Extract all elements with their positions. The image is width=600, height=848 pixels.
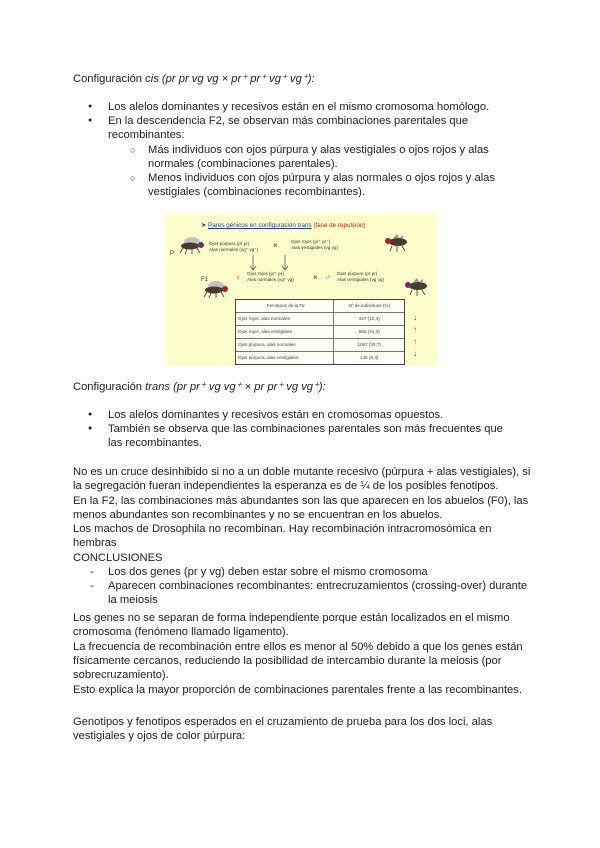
- f1-generation-label: F1: [201, 277, 209, 283]
- cis-heading-name: cis: [145, 73, 159, 85]
- table-cell-phenotype: Ojos rojos, alas normales: [236, 313, 334, 325]
- conclusion-item-2: - Aparecen combinaciones recombinantes: entrecruzamientos (crossing-over) durante la meiosis: [88, 579, 528, 607]
- p-cross-symbol: ×: [273, 241, 278, 250]
- cis-heading: [73, 72, 533, 86]
- conclusion-item-1: - Los dos genes (pr y vg) deben estar sobre el mismo cromosoma: [88, 565, 528, 579]
- trend-down-icon: ↓: [413, 313, 417, 322]
- table-row: [236, 325, 404, 338]
- male-symbol: ♂: [325, 273, 331, 282]
- figure-title: [201, 219, 366, 233]
- figure-title-arrow: ➤: [201, 222, 209, 229]
- trans-heading-name: trans: [145, 381, 171, 393]
- figure-title-main: Pares génicos en configuración trans: [208, 222, 312, 229]
- table-header-row: [236, 300, 404, 312]
- table-cell-count: 157 (12,4): [358, 316, 380, 321]
- f1-left-line-2: Alas normales (vg⁺ vg): [247, 276, 294, 282]
- table-row: [236, 312, 404, 325]
- cis-sub-bullet-2: ○ Menos individuos con ojos púrpura y alas normales o ojos rojos y alas vestigiales (combinaciones recombinantes).: [130, 171, 508, 199]
- f1-right-line-1: Ojos púrpura (pr pr): [337, 271, 378, 276]
- table-cell-phenotype: Ojos rojos, alas vestigiales: [236, 326, 334, 338]
- paragraph-linkage: Los genes no se separan de forma independiente porque están localizados en el mismo cromosoma (fenómeno llamado ligamento).: [73, 612, 510, 639]
- table-row: [236, 338, 404, 351]
- figure-title-suffix: (fase de repulsión): [311, 222, 366, 229]
- p-left-line-1: Ojos púrpura (pr pr): [209, 241, 250, 246]
- p-generation-label: P:: [170, 251, 176, 257]
- table-cell-count: 965 (41,3): [358, 329, 380, 334]
- fly-icon-p-male: [383, 231, 413, 253]
- table-row: [236, 351, 404, 364]
- p-right-line-2: Alas vestigiales (vg vg): [291, 244, 338, 250]
- trans-heading-label: Configuración: [73, 381, 146, 393]
- p-right-line-1: Ojos rojos (pr⁺ pr⁺): [291, 239, 331, 244]
- trans-bullet-2: ● También se observa que las combinaciones parentales son más frecuentes que las recombinantes.: [88, 422, 508, 450]
- paragraph-parental-proportion: Esto explica la mayor proporción de combinaciones parentales frente a las recombinantes.: [73, 684, 522, 696]
- f2-phenotype-table: [235, 299, 405, 365]
- trend-up-icon: ↑: [413, 325, 417, 334]
- cis-heading-label: Configuración: [73, 73, 146, 85]
- p-left-line-2: Alas normales (vg⁺ vg⁺): [209, 246, 259, 252]
- f1-cross-symbol: ×: [313, 273, 318, 282]
- cis-bullet-2: [88, 114, 508, 199]
- fly-icon-p-female: [179, 233, 209, 255]
- cis-sub-bullet-1: ○ Más individuos con ojos púrpura y alas vestigiales o ojos rojos y alas normales (combinaciones parentales).: [130, 143, 508, 171]
- trans-configuration-figure: [165, 213, 438, 366]
- trans-bullet-list: [88, 408, 508, 451]
- table-cell-phenotype: Ojos púrpura, alas vestigiales: [236, 352, 334, 364]
- fly-icon-f1-female: [203, 277, 233, 299]
- f1-left-phenotype: [247, 271, 294, 282]
- f1-right-phenotype: [337, 271, 384, 282]
- paragraph-recombination-frequency: La frecuencia de recombinación entre ellos es menor al 50% debido a que los genes están físicamente cercanos, reduciendo la posibilidad de intercambio durante la meiosis (por sobrecruzamiento).: [73, 641, 523, 682]
- p-right-phenotype: [291, 239, 338, 250]
- trend-up-icon: ↑: [413, 337, 417, 346]
- conclusions-heading: CONCLUSIONES: [73, 552, 163, 564]
- paragraph-f2-combinations: En la F2, las combinaciones más abundantes son las que aparecen en los abuelos (F0), las menos abundantes son recombinantes y no se encuentran en los abuelos.: [73, 495, 529, 522]
- trans-heading: [73, 380, 533, 394]
- female-symbol: ♀: [235, 273, 241, 282]
- trans-heading-genotype: (pr pr⁺ vg vg⁺ × pr pr⁺ vg vg⁺):: [170, 381, 326, 393]
- trans-bullet-1: ● Los alelos dominantes y recesivos están en cromosomas opuestos.: [88, 408, 508, 422]
- f1-left-line-1: Ojos rojos (pr⁺ pr): [247, 271, 284, 276]
- cis-bullet-list: [88, 100, 508, 199]
- fly-icon-f1-male: [403, 275, 433, 297]
- table-header-phenotype: Fenotipos de la F2: [236, 300, 334, 312]
- cis-bullet-2-text: En la descendencia F2, se observan más combinaciones parentales que recombinantes:: [108, 115, 469, 142]
- p-left-phenotype: [209, 241, 258, 252]
- paragraph-test-cross: Genotipos y fenotipos esperados en el cruzamiento de prueba para los dos loci, alas vestigiales y ojos de color púrpura:: [73, 716, 493, 743]
- table-cell-count: 1067 (45,7): [357, 342, 381, 347]
- conclusions-list: [88, 565, 528, 608]
- paragraph-independent-segregation: No es un cruce desinhibido si no a un doble mutante recesivo (púrpura + alas vestigiales), si la segregación fueran independientes la esperanza es de ¼ de los posibles fenotipos.: [73, 466, 531, 493]
- paragraph-drosophila-males: Los machos de Drosophila no recombinan. Hay recombinación intracromosómica en hembras: [73, 523, 492, 550]
- trend-down-icon: ↓: [413, 349, 417, 358]
- table-header-count: Nº de individuos (%): [348, 303, 390, 308]
- table-cell-count: 146 (6,3): [360, 355, 379, 360]
- cis-sub-list: [130, 143, 508, 200]
- table-cell-phenotype: Ojos púrpura, alas normales: [236, 339, 334, 351]
- cis-bullet-1: ● Los alelos dominantes y recesivos están en el mismo cromosoma homólogo.: [88, 100, 508, 114]
- f1-right-line-2: Alas vestigiales (vg vg): [337, 276, 384, 282]
- cis-heading-genotype: (pr pr vg vg × pr⁺ pr⁺ vg⁺ vg⁺):: [158, 73, 315, 85]
